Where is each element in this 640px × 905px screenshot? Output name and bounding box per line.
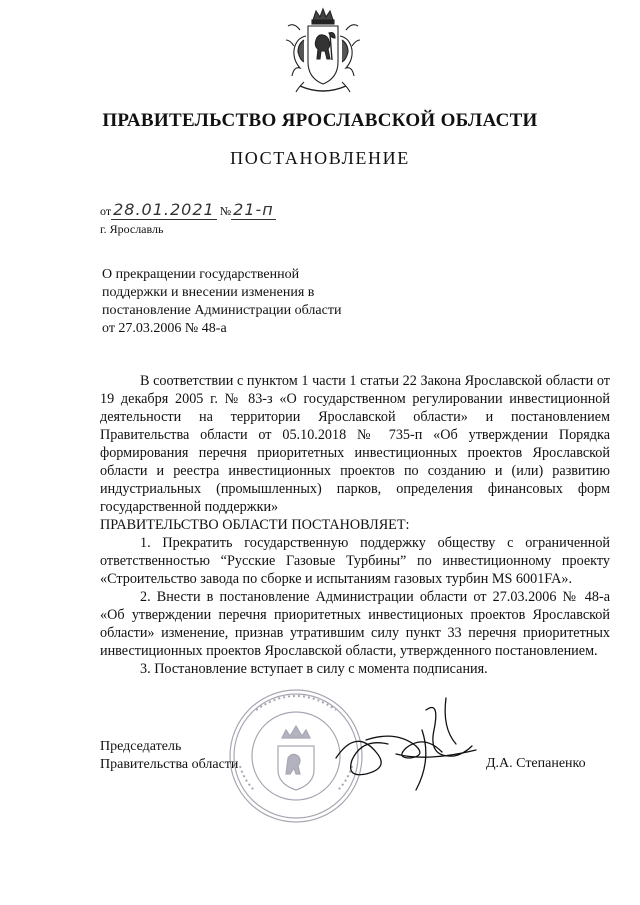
document-type: ПОСТАНОВЛЕНИЕ [230, 148, 410, 168]
signatory-name: Д.А. Степаненко [486, 756, 586, 771]
coat-of-arms-icon [280, 6, 366, 98]
item-3: 3. Постановление вступает в силу с момента подписания. [140, 661, 488, 677]
signatory-position [100, 738, 238, 774]
position-line-2: Правительства области [100, 757, 239, 772]
document-date: 28.01.2021 [113, 200, 215, 219]
document-subject: О прекращении государственной поддержки и внесении изменения в постановление Администрации области от 27.03.2006 № 48-а [102, 267, 342, 336]
number-prefix: № [219, 204, 232, 218]
document-body [100, 372, 610, 678]
government-title: ПРАВИТЕЛЬСТВО ЯРОСЛАВСКОЙ ОБЛАСТИ [102, 110, 538, 131]
position-line-1: Председатель [100, 739, 182, 754]
date-number-line [100, 200, 276, 219]
preamble: В соответствии с пунктом 1 части 1 статьи 22 Закона Ярославской области от 19 декабря 2005 г. № 83-з «О государственном регулировании инвестиционной деятельности на территории Ярославской области» и постановлением Правительства области от 05.10.2018 № 735-п «Об утверждении Порядка формирования перечня приоритетных инвестиционных проектов Ярославской области и реестра инвестиционных проектов по созданию и (или) развитию индустриальных (промышленных) парков, определения финансовых форм государственной поддержки» [100, 373, 610, 515]
signature-icon [326, 690, 486, 800]
city: г. Ярославль [100, 222, 164, 236]
item-1: 1. Прекратить государственную поддержку обществу с ограниченной ответственностью “Русские Газовые Турбины” по инвестиционному проекту «Строительство завода по сборке и испытаниям газовых турбин MS 6001FA». [100, 535, 610, 587]
decree-line: ПРАВИТЕЛЬСТВО ОБЛАСТИ ПОСТАНОВЛЯЕТ: [100, 517, 410, 533]
document-number: 21-п [233, 200, 274, 219]
item-2: 2. Внести в постановление Администрации области от 27.03.2006 № 48-а «Об утверждении перечня приоритетных инвестиционых проектов Ярославской области» изменение, признав утратившим силу пункт 33 перечня приоритетных инвестиционных проектов Ярославской области, утвержденного постановлением. [100, 589, 610, 659]
date-prefix: от [100, 204, 112, 218]
